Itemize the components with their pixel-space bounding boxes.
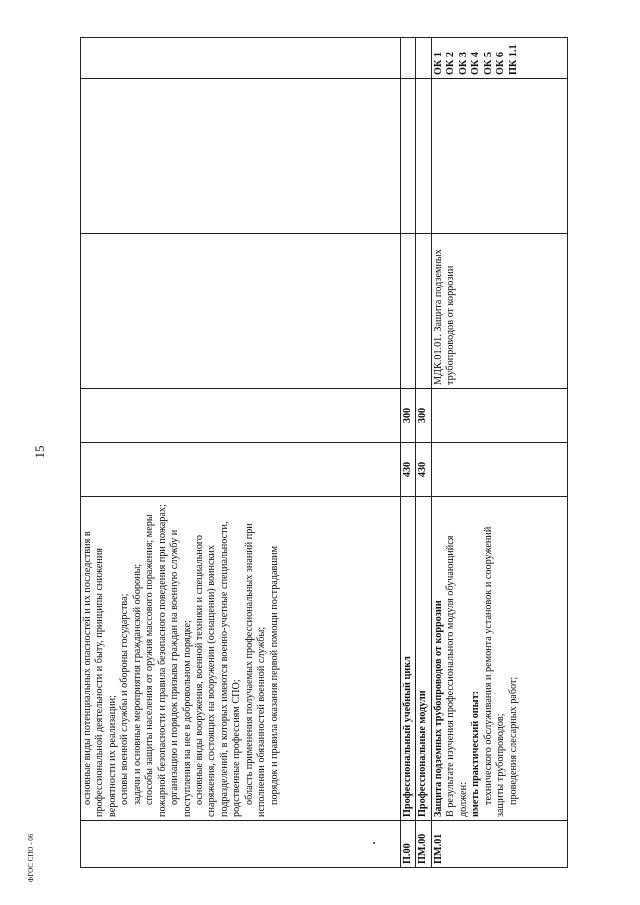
description-cell [431,497,567,821]
description-line: проведения слесарных работ; [507,676,519,805]
description-line: основные виды потенциальных опасностей и их последствия в профессиональной деятельности и быту, принципы снижения вероятности их реализации; [82,531,118,817]
rotated-table-container [80,38,568,868]
table-row [81,38,401,868]
total-hours-cell [431,443,567,497]
table-row [401,38,416,868]
competency-code: ОК 1 [432,52,444,75]
discipline-cell-2 [81,79,401,234]
section-title: Профессиональные модули [416,497,431,821]
curriculum-table [80,37,568,868]
index-cell: ПМ.00 [416,821,431,868]
competency-code: ПК 1.1 [507,44,519,75]
table-row [416,38,431,868]
discipline-cell [81,234,401,389]
description-line: иметь практический опыт: [470,690,482,817]
total-hours-cell: 430 [401,443,416,497]
section-title: Профессиональный учебный цикл [401,497,416,821]
competency-cell [416,38,431,79]
description-line: основы военной службы и обороны государства; [119,593,131,805]
footer-code: ФГОС СПО - 06 [27,833,35,883]
competency-cell [401,38,416,79]
index-cell: ПМ.01 [431,821,567,868]
module-title: Защита подземных трубопроводов от коррозии [432,600,444,817]
description-line: основные виды вооружения, военной техники и специального снаряжения, состоящих на вооружении (оснащении) воинских подразделений, в которых имеются военно-учетные специальности, родственные профессиям СПО; [193,521,243,817]
competency-cell [431,38,567,79]
competency-code: ОК 6 [495,52,507,75]
description-line: область применения получаемых профессиональных знаний при исполнении обязанностей военной службы; [243,523,268,817]
competency-cell [81,38,401,79]
description-line: технического обслуживания и ремонта установок и сооружений защиты трубопроводов; [482,526,507,817]
mandatory-hours-cell [431,389,567,443]
competency-code: ОК 3 [457,52,469,75]
table-row [431,38,567,868]
mandatory-hours-cell: 300 [401,389,416,443]
total-hours-cell [81,443,401,497]
discipline-cell-2 [416,79,431,234]
description-line: организацию и порядок призыва граждан на военную службу и поступления на нее в добровольном порядке; [169,529,193,817]
discipline-cell-2 [431,79,567,234]
description-line: задачи и основные мероприятия гражданской обороны; [131,563,143,805]
mandatory-hours-cell: 300 [416,389,431,443]
discipline-cell [416,234,431,389]
discipline-cell-2 [401,79,416,234]
description-cell [81,497,401,821]
description-line: порядок и правила оказания первой помощи пострадавшим [268,545,280,805]
description-line: способы защиты населения от оружия массового поражения; меры пожарной безопасности и правила безопасного поведения при пожарах; [144,504,168,817]
competency-code: ОК 4 [470,52,482,75]
index-cell [81,821,401,868]
competency-code: ОК 2 [445,52,457,75]
description-line: В результате изучения профессионального модуля обучающийся должен: [445,535,469,817]
discipline-cell [401,234,416,389]
discipline-cell: МДК.01.01. Защита подземных трубопроводов от коррозии [431,234,567,389]
index-cell: П.00 [401,821,416,868]
page-number: 15 [32,445,47,459]
mandatory-hours-cell [81,389,401,443]
competency-code: ОК 5 [482,52,494,75]
total-hours-cell: 430 [416,443,431,497]
